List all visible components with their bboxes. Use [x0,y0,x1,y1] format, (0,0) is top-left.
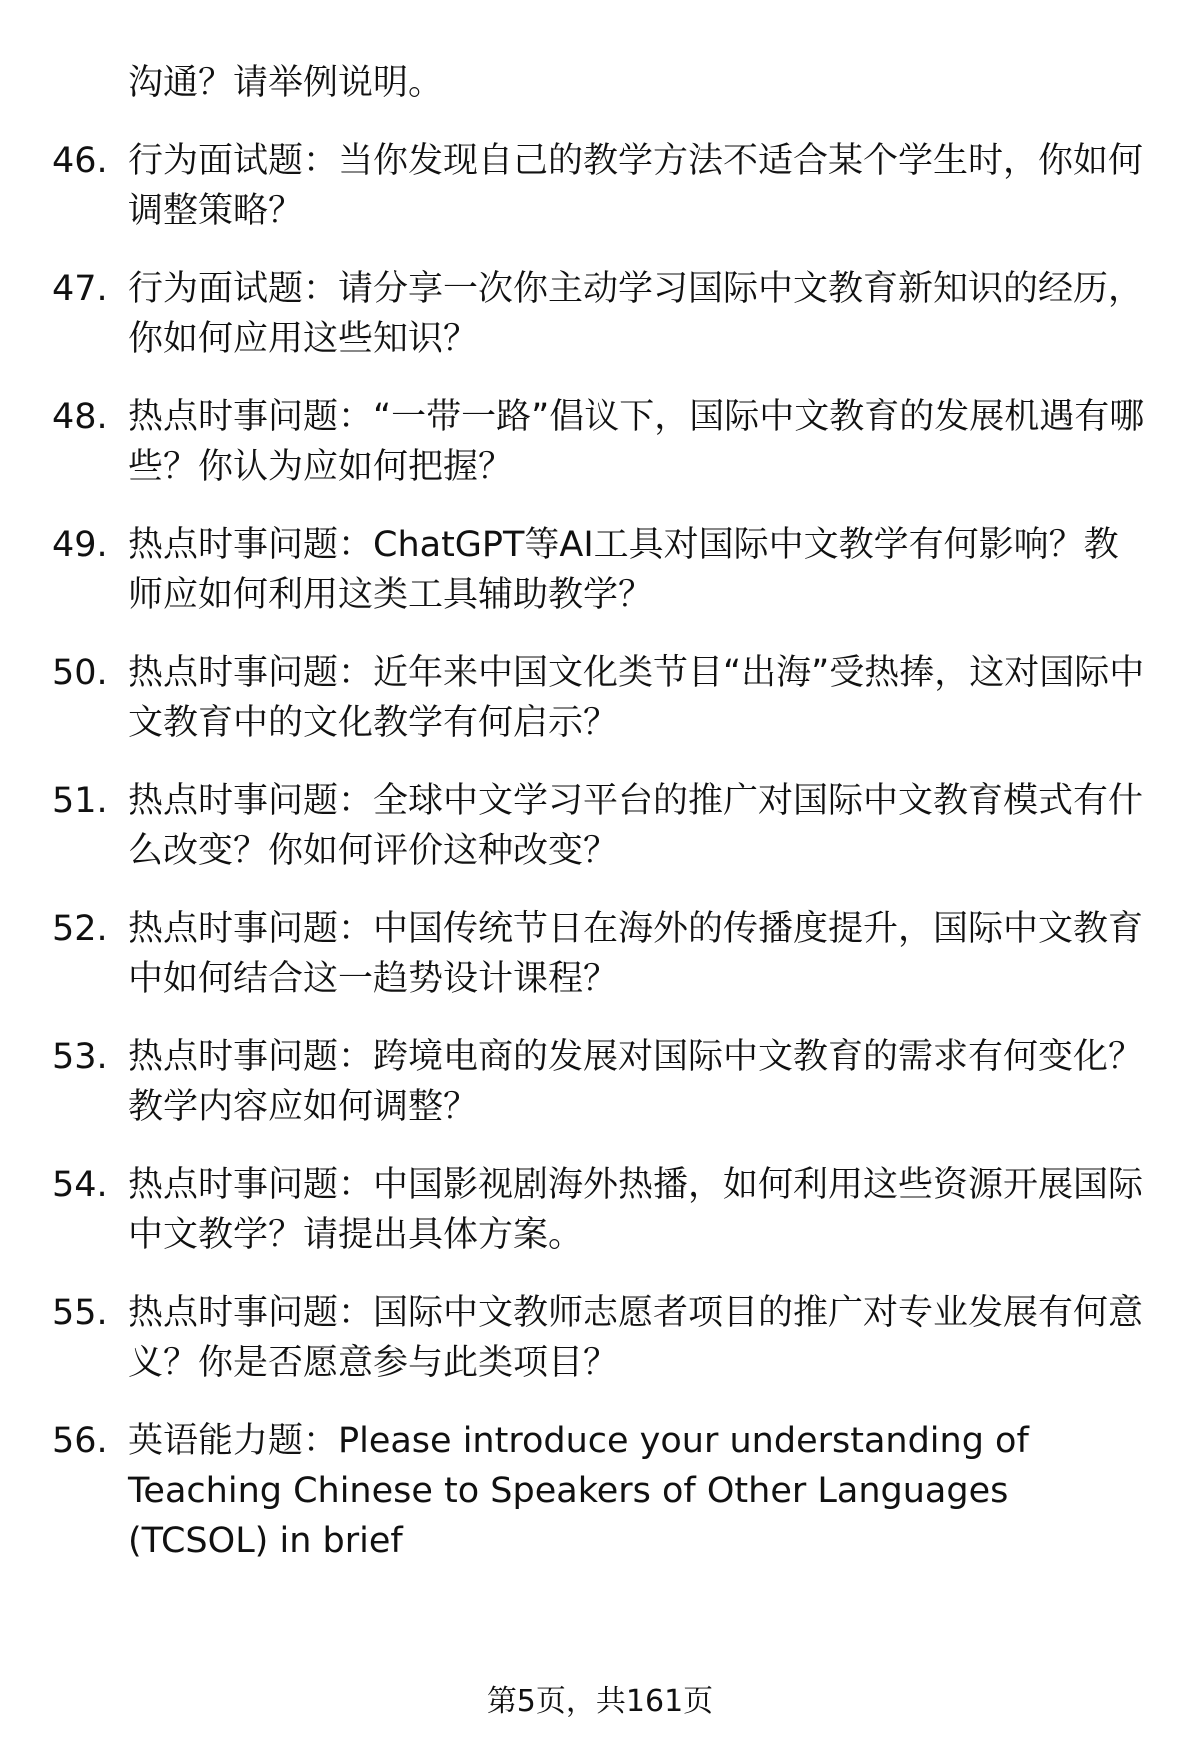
list-item [52,520,1152,620]
item-number: 54. [52,1165,108,1205]
list-item [52,1032,1152,1132]
item-number: 53. [52,1037,108,1077]
list-item [52,776,1152,876]
list-item [52,264,1152,364]
item-text: 热点时事问题：全球中文学习平台的推广对国际中文教育模式有什么改变？你如何评价这种改变？ [128,781,1144,871]
item-number: 56. [52,1421,108,1461]
item-number: 55. [52,1293,108,1333]
item-text: 热点时事问题：“一带一路”倡议下，国际中文教育的发展机遇有哪些？你认为应如何把握？ [128,397,1145,487]
item-text: 行为面试题：当你发现自己的教学方法不适合某个学生时，你如何调整策略？ [128,141,1144,231]
item-text: 英语能力题：Please introduce your understanding of Teaching Chinese to Speakers of Other Languages (TCSOL) in brief [128,1421,1029,1561]
item-text: 热点时事问题：近年来中国文化类节目“出海”受热捧，这对国际中文教育中的文化教学有何启示？ [128,653,1145,743]
item-text: 热点时事问题：中国影视剧海外热播，如何利用这些资源开展国际中文教学？请提出具体方案。 [128,1165,1144,1255]
item-text: 热点时事问题：国际中文教师志愿者项目的推广对专业发展有何意义？你是否愿意参与此类项目？ [128,1293,1144,1383]
list-item [52,392,1152,492]
question-list [52,58,1152,1594]
item-text: 热点时事问题：ChatGPT等AI工具对国际中文教学有何影响？教师应如何利用这类工具辅助教学？ [128,525,1119,615]
item-number: 50. [52,653,108,693]
list-item [52,648,1152,748]
item-number: 49. [52,525,108,565]
item-number: 48. [52,397,108,437]
item-number: 46. [52,141,108,181]
page-footer: 第5页，共161页 [486,1684,714,1719]
item-text: 热点时事问题：跨境电商的发展对国际中文教育的需求有何变化？教学内容应如何调整？ [128,1037,1144,1127]
list-item [52,1416,1152,1566]
list-item [52,1160,1152,1260]
item-text: 行为面试题：请分享一次你主动学习国际中文教育新知识的经历，你如何应用这些知识？ [128,269,1144,359]
item-number: 47. [52,269,108,309]
list-item [52,136,1152,236]
item-number: 51. [52,781,108,821]
list-item [52,904,1152,1004]
continuation-line: 沟通？请举例说明。 [128,63,444,103]
item-text: 热点时事问题：中国传统节日在海外的传播度提升，国际中文教育中如何结合这一趋势设计课程？ [128,909,1144,999]
item-number: 52. [52,909,108,949]
list-item [52,1288,1152,1388]
